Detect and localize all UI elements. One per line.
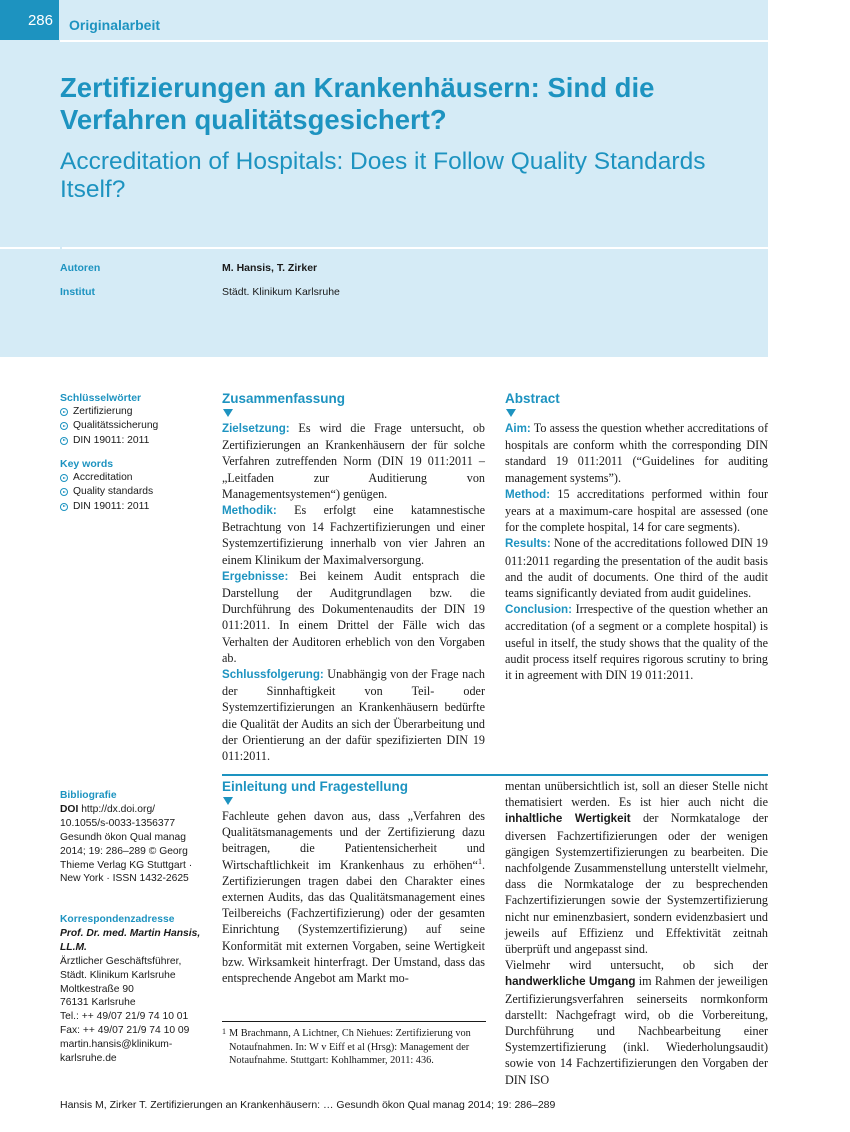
correspondence-name: Prof. Dr. med. Martin Hansis, [60,927,201,939]
abstract-paragraph: Methodik: Es erfolgt eine katamnestische Betrachtung von 14 Fachzertifizierungen und einer Systemzertifizierung innerhalb von vier Jahren an einem Klinikum der Maximalversorgung. [222,503,485,567]
page-number: 286 [0,0,59,40]
abstract-paragraph: Schlussfolgerung: Unabhängig von der Frage nach der Sinnhaftigkeit von Teil- oder Systemzertifizierungen an Krankenhäusern bedürfte die Qualität der Audits an sich der Überarbeitung und der Orientierung an der dafür spezifizierten DIN 19 011:2011. [222,667,485,764]
correspondence-line: Ärztlicher Geschäftsführer, [60,955,182,967]
bibliography-line: New York · ISSN 1432-2625 [60,873,189,885]
correspondence-name-suffix: LL.M. [60,941,87,953]
title-german: Zertifizierungen an Krankenhäusern: Sind die Verfahren qualitätsgesichert? [60,72,655,135]
header-divider [60,40,768,42]
doi-value: 10.1055/s-0033-1356377 [60,817,176,829]
correspondence-fax: Fax: ++ 49/07 21/9 74 10 09 [60,1025,190,1037]
abstract-paragraph: Aim: To assess the question whether accreditations of hospitals are conform whith the corresponding DIN standard 19 011:2011 (“Guidelines for auditing management systems”). [505,421,768,485]
keyword-item: DIN 19011: 2011 [60,434,158,448]
section-label: Originalarbeit [69,17,161,33]
arrow-bullet-icon [60,437,68,445]
intro-paragraph: Vielmehr wird untersucht, ob sich der handwerkliche Umgang im Rahmen der jeweiligen Zertifizierungsverfahren seinerseits normkonform darstellt: Nachgefragt wird, ob die Vorbereitung, Durchführung und Nachbearbeitung einer Systemzertifizierung (inkl. Wiederholungsaudit) sowie von 14 Fachzertifizierungen den Vorgaben der DIN ISO [505,958,769,1087]
footnote-marker[interactable]: 1 [477,856,482,866]
intro-column-left [222,778,485,986]
header-divider-right [62,247,768,249]
intro-paragraph: Fachleute gehen davon aus, dass „Verfahren des Qualitätsmanagements und der Zertifizierung dazu beitragen, die Patientensicherheit und Wirtschaftlichkeit im Krankenhaus zu erhöhen“$^1$. Zertifizierungen tragen dabei den Charakter eines externen Audits, das das Qualitätsmanagement eines Teilbereichs (Fachzertifizierung) oder der gesamten Einrichtung (Systemzertifizierung) auf seine Konformität mit externen Vorgaben, seine Wertigkeit bzw. Wirksamkeit hinterfragt. Der Umstand, dass das entsprechende Angebot am Markt mo- [222,809,485,986]
keywords-en-list [60,471,153,514]
section-divider [222,774,768,776]
intro-paragraph: mentan unübersichtlich ist, soll an dieser Stelle nicht thematisiert werden. Es ist hier auch nicht die inhaltliche Wertigkeit der Normkataloge der diversen Fachzertifizierungen oder der wenigen gängigen Systemzertifizierungen zu bearbeiten. Die nachfolgende Zusammenstellung unterstellt vielmehr, dass die Normkataloge der zu besprechenden Fachzertifizierungen sowie der Systemzertifizierung nicht nur eminenzbasiert, sondern evidenzbasiert und jeweils auf Effizienz und Effektivität zeitnah überprüft und angepasst sind. [505,779,768,957]
keyword-item: DIN 19011: 2011 [60,500,153,514]
keywords-de-list [60,405,158,448]
bibliography-block [60,789,210,886]
page-footer: Hansis M, Zirker T. Zertifizierungen an Krankenhäusern: … Gesundh ökon Qual manag 2014; 19: 286–289 [60,1099,556,1111]
abstract-paragraph: Method: 15 accreditations performed within four years at a maximum-care hospital are assessed (one for the complete hospital, 14 for care segments). [505,486,768,535]
intro-heading: Einleitung und Fragestellung [222,779,409,794]
header-divider-left [0,247,60,249]
bibliography-heading: Bibliografie [60,790,117,801]
footnote [222,1027,487,1068]
keyword-item: Qualitätssicherung [60,419,158,433]
authors: M. Hansis, T. Zirker [222,262,318,274]
doi-label: DOI [60,803,79,815]
arrow-bullet-icon [60,422,68,430]
zusammenfassung-column [222,390,485,764]
keywords-de-heading: Schlüsselwörter [60,392,142,404]
footnote-number: 1 [222,1027,226,1036]
institute: Städt. Klinikum Karlsruhe [222,286,340,298]
arrow-down-icon [223,797,233,805]
bibliography-line: Gesundh ökon Qual manag [60,831,186,843]
abstract-paragraph: Ergebnisse: Bei keinem Audit entsprach die Darstellung der Auditgrundlagen bzw. die Durchführung des Dokumentenaudits der DIN 19 011:2011. In einem Drittel der Fälle wich das Verhalten der Auditoren erheblich von den Vorgaben ab. [222,568,485,665]
correspondence-heading: Korrespondenzadresse [60,914,175,925]
keywords-en-heading: Key words [60,458,114,470]
correspondence-line: Städt. Klinikum Karlsruhe [60,969,176,981]
keyword-item: Accreditation [60,471,153,485]
arrow-down-icon [223,409,233,417]
keyword-item: Zertifizierung [60,405,158,419]
arrow-bullet-icon [60,503,68,511]
keyword-item: Quality standards [60,485,153,499]
footnote-divider [222,1021,486,1022]
arrow-bullet-icon [60,408,68,416]
footnote-text: M Brachmann, A Lichtner, Ch Niehues: Zertifizierung von Notaufnahmen. In: W v Eiff et al (Hrsg): Management der Notaufnahme. Stuttgart: Kohlhammer, 2011: 436. [229,1028,471,1066]
title-english: Accreditation of Hospitals: Does it Follow Quality Standards Itself? [60,148,706,203]
correspondence-phone: Tel.: ++ 49/07 21/9 74 10 01 [60,1011,189,1023]
intro-column-right [505,778,768,1088]
correspondence-line: Moltkestraße 90 [60,983,134,995]
zusammenfassung-heading: Zusammenfassung [222,391,346,406]
doi-link[interactable]: http://dx.doi.org/ [81,803,156,815]
abstract-paragraph: Results: None of the accreditations followed DIN 19 011:2011 regarding the presentation of the audit basis and the audit of documents. One third of the audit teams significantly deviated from audit guidelines. [505,536,768,601]
arrow-bullet-icon [60,488,68,496]
abstract-paragraph: Conclusion: Irrespective of the question whether an accreditation (of a segment or a complete hospital) is useful in itself, the study shows that the quality of the audit process itself requires rigorous scrutiny to bring it in agreement with DIN 19 011:2011. [505,602,768,683]
institute-label: Institut [60,286,95,298]
abstract-column [505,390,768,683]
authors-label: Autoren [60,262,101,274]
correspondence-line: 76131 Karlsruhe [60,997,136,1009]
abstract-heading: Abstract [505,391,560,406]
correspondence-email-cont[interactable]: karlsruhe.de [60,1053,117,1065]
bibliography-line: 2014; 19: 286–289 © Georg [60,845,188,857]
bibliography-line: Thieme Verlag KG Stuttgart · [60,859,193,871]
abstract-paragraph: Zielsetzung: Es wird die Frage untersucht, ob Zertifizierungen an Krankenhäusern der für solche Verfahren zutreffenden Norm (DIN 19 011:2011 – „Leitfaden zur Auditierung von Managementsystemen“) genügen. [222,421,485,501]
correspondence-block [60,913,210,1066]
arrow-down-icon [506,409,516,417]
arrow-bullet-icon [60,474,68,482]
correspondence-email[interactable]: martin.hansis@klinikum- [60,1039,173,1051]
